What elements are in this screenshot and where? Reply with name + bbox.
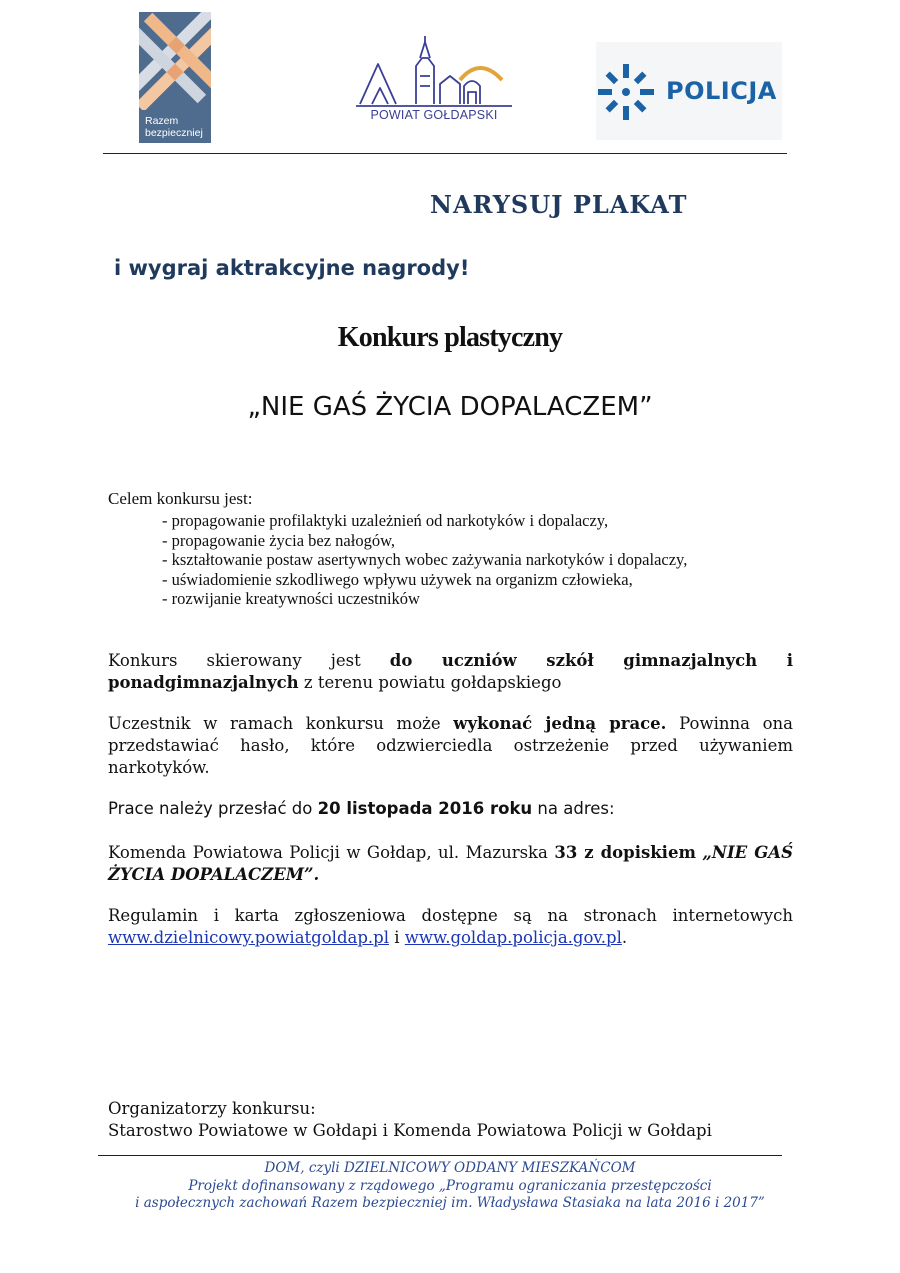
razem-logo-label-2: bezpieczniej — [145, 127, 203, 139]
contest-title: „NIE GAŚ ŻYCIA DOPALACZEM” — [247, 392, 653, 422]
powiat-skyline-icon — [356, 36, 512, 108]
goal-item: - propagowanie profilaktyki uzależnień od narkotyków i dopalaczy, — [162, 511, 609, 530]
deadline-paragraph — [108, 798, 793, 820]
address-paragraph — [108, 842, 793, 886]
powiat-logo-label: POWIAT GOŁDAPSKI — [370, 108, 498, 122]
powiat-goldapski-logo — [356, 36, 512, 128]
footer — [0, 1160, 900, 1213]
policja-logo-label: POLICJA — [666, 77, 777, 105]
address-slogan: „NIE GAŚ ŻYCIA DOPALACZEM”. — [108, 843, 794, 884]
entry-bold: wykonać jedną prace. — [453, 714, 667, 733]
audience-paragraph — [108, 650, 793, 694]
organizers — [108, 1098, 712, 1142]
goal-item: - kształtowanie postaw asertywnych wobec zażywania narkotyków i dopalaczy, — [162, 550, 688, 569]
footer-line-1: DOM, czyli DZIELNICOWY ODDANY MIESZKAŃCOM — [264, 1160, 636, 1176]
footer-line-2: Projekt dofinansowany z rządowego „Programu ograniczania przestępczości — [188, 1177, 712, 1194]
address-text: Komenda Powiatowa Policji w Gołdap, ul. Mazurska — [108, 843, 548, 862]
footer-line-3: i aspołecznych zachowań Razem bezpieczniej im. Władysława Stasiaka na lata 2016 i 2017” — [135, 1195, 765, 1211]
footer-divider — [98, 1155, 782, 1156]
razem-bezpieczniej-logo — [139, 12, 211, 143]
rules-text: Regulamin i karta zgłoszeniowa dostępne są na stronach internetowych — [108, 906, 793, 925]
rules-between: i — [394, 928, 400, 947]
goal-item: - propagowanie życia bez nałogów, — [162, 530, 396, 550]
razem-logo-pattern-icon — [139, 12, 211, 110]
organizers-names: Starostwo Powiatowe w Gołdapi i Komenda Powiatowa Policji w Gołdapi — [108, 1121, 712, 1140]
organizers-label: Organizatorzy konkursu: — [108, 1099, 316, 1118]
goals-list — [162, 511, 762, 609]
goal-item: - rozwijanie kreatywności uczestników — [162, 589, 420, 608]
entry-prefix: Uczestnik w ramach konkursu może — [108, 714, 441, 733]
policja-link[interactable]: www.goldap.policja.gov.pl — [404, 928, 622, 947]
deadline-bold: 20 listopada 2016 roku — [317, 799, 533, 818]
entry-suffix: Powinna ona przedstawiać hasło, które odzwierciedla ostrzeżenie przed używaniem narkotyków. — [108, 714, 793, 777]
rules-paragraph — [108, 905, 793, 949]
police-star-icon — [596, 62, 656, 122]
audience-bold: do uczniów szkół gimnazjalnych i ponadgimnazjalnych — [108, 651, 793, 692]
razem-logo-label-1: Razem — [145, 115, 179, 127]
dzielnicowy-link[interactable]: www.dzielnicowy.powiatgoldap.pl — [108, 928, 389, 947]
address-bold: 33 z dopiskiem — [554, 843, 696, 862]
audience-prefix: Konkurs skierowany jest — [108, 651, 361, 670]
entry-paragraph — [108, 713, 793, 779]
goals-intro: Celem konkursu jest: — [108, 489, 253, 508]
poster-heading: NARYSUJ PLAKAT — [430, 190, 688, 219]
prize-tagline: i wygraj aktrakcyjne nagrody! — [114, 256, 470, 280]
header-divider — [103, 153, 787, 154]
contest-type: Konkurs plastyczny — [337, 322, 563, 353]
deadline-suffix: na adres: — [537, 799, 615, 818]
deadline-prefix: Prace należy przesłać do — [108, 799, 313, 818]
goal-item: - uświadomienie szkodliwego wpływu używek na organizm człowieka, — [162, 569, 633, 589]
rules-end: . — [621, 928, 628, 947]
policja-logo — [596, 42, 782, 140]
audience-suffix: z terenu powiatu gołdapskiego — [303, 673, 562, 692]
